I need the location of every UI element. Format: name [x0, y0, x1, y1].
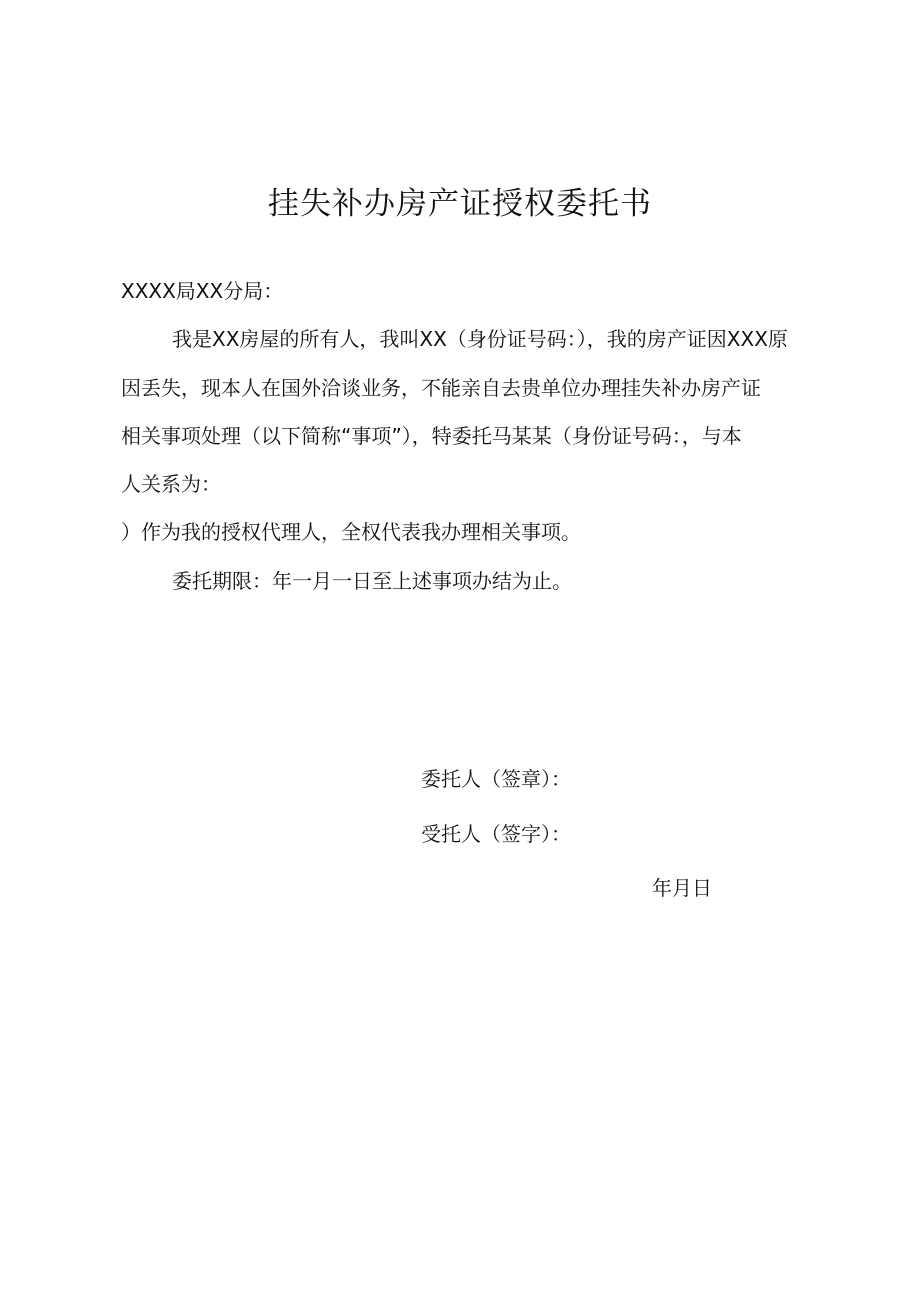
body-line-1: 我是XX房屋的所有人，我叫XX（身份证号码：），我的房产证因XXX原 [172, 327, 788, 351]
addressee-line: XXXX局XX分局： [121, 279, 284, 303]
date-line: 年月日 [652, 876, 712, 900]
agent-signature-line: 受托人（签字）： [421, 822, 571, 846]
body-line-2: 因丢失，现本人在国外洽谈业务，不能亲自去贵单位办理挂失补办房产证 [121, 376, 761, 400]
body-line-3: 相关事项处理（以下简称“事项”），特委托马某某（身份证号码：，与本 [121, 424, 742, 448]
principal-signature-line: 委托人（签章）： [421, 767, 571, 791]
document-title: 挂失补办房产证授权委托书 [268, 186, 652, 222]
body-line-4: 人关系为： [121, 472, 221, 496]
body-line-5: ）作为我的授权代理人，全权代表我办理相关事项。 [121, 520, 581, 544]
entrustment-period: 委托期限：年一月一日至上述事项办结为止。 [172, 569, 572, 593]
